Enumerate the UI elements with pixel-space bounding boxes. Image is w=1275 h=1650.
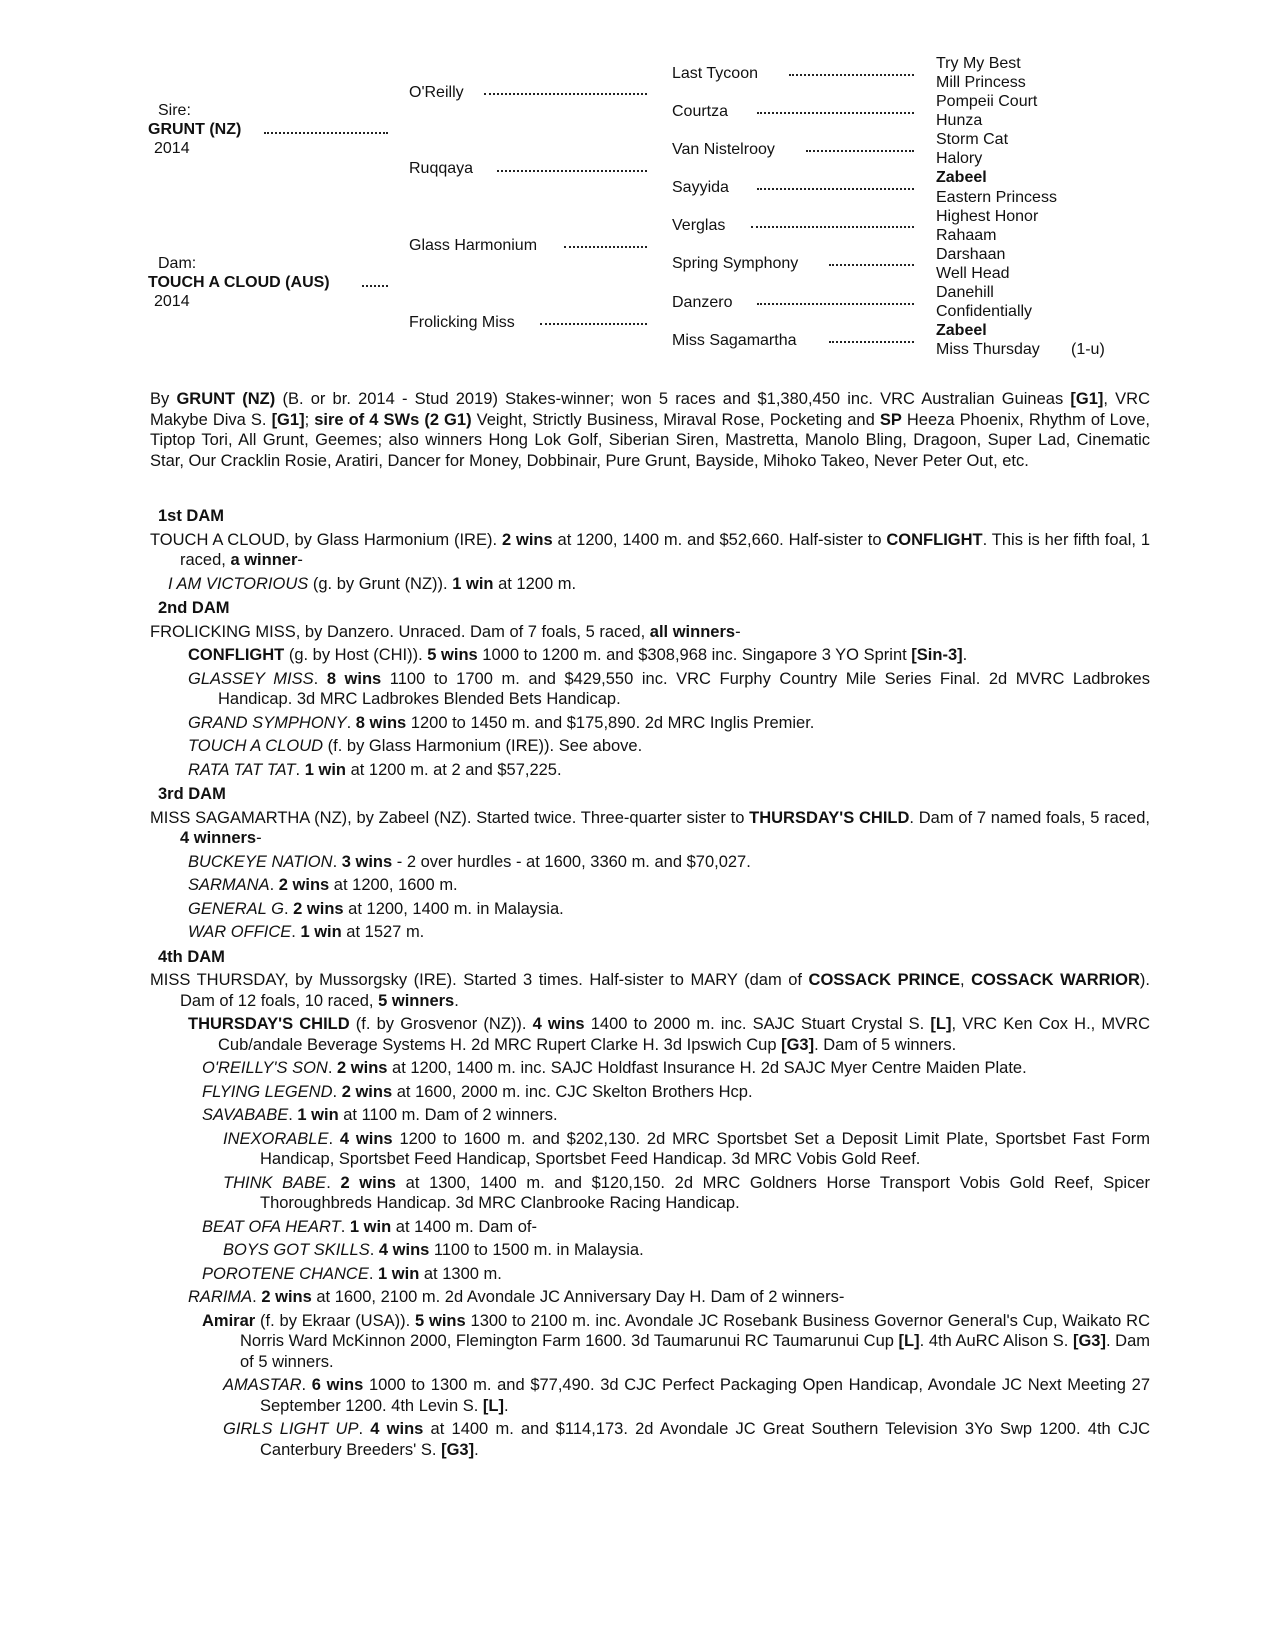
text-run: . <box>332 1082 342 1101</box>
text-run: FROLICKING MISS, by Danzero. Unraced. Dam of 7 foals, 5 raced, <box>150 622 650 641</box>
text-run: at 1200, 1600 m. <box>329 876 458 894</box>
text-run: (f. by Ekraar (USA)). <box>255 1311 416 1330</box>
text-run: 3rd DAM <box>158 785 226 803</box>
gen3-name: Miss Sagamartha <box>672 332 797 349</box>
bold-run: [G3] <box>441 1440 475 1459</box>
text-run: at 1100 m. Dam of 2 winners. <box>338 1106 558 1124</box>
gen4-name: Mill Princess <box>936 74 1026 91</box>
gen4-name: Zabeel <box>936 169 987 186</box>
produce-entry <box>150 1173 1150 1214</box>
bold-run: 8 wins <box>355 713 407 732</box>
horse-name: THINK BABE <box>223 1173 327 1192</box>
produce-entry <box>150 1264 1150 1285</box>
text-run: at 1200 m. at 2 and $57,225. <box>345 760 562 779</box>
horse-name: AMASTAR <box>223 1376 302 1394</box>
dam-year: 2014 <box>154 293 190 310</box>
dam-leader <box>362 285 388 287</box>
bold-run: 8 wins <box>326 669 382 688</box>
gen3-name: Van Nistelrooy <box>672 141 775 158</box>
text-run: . <box>962 646 968 664</box>
bold-run: [L] <box>930 1015 952 1033</box>
produce-entry <box>150 1419 1150 1460</box>
text-run: . <box>313 669 327 688</box>
gen4-name: Storm Cat <box>936 131 1009 148</box>
bold-run: 6 wins <box>311 1376 364 1394</box>
bold-run: THURSDAY'S CHILD <box>188 1015 350 1033</box>
gen2-leader <box>540 323 647 325</box>
bold-run: COSSACK WARRIOR <box>971 971 1140 989</box>
gen2-leader <box>484 93 647 95</box>
produce-entry <box>150 899 1150 920</box>
gen3-name: Last Tycoon <box>672 65 758 82</box>
produce-entry <box>150 1240 1150 1261</box>
text-run: (g. by Grunt (NZ)). <box>308 574 453 593</box>
dam-heading <box>150 947 1150 968</box>
horse-name: SAVABABE <box>202 1106 289 1124</box>
horse-name: RARIMA <box>188 1288 253 1306</box>
gen4-name: Danehill <box>936 284 994 301</box>
text-run: . <box>291 923 301 941</box>
gen4-name: Pompeii Court <box>936 93 1038 110</box>
gen3-name: Spring Symphony <box>672 255 799 272</box>
bold-run: a winner <box>230 551 298 569</box>
sire-year: 2014 <box>154 140 190 157</box>
bold-run: 4 wins <box>378 1241 430 1259</box>
produce-entry <box>150 875 1150 896</box>
text-run: . <box>368 1264 379 1283</box>
produce-entry <box>150 1058 1150 1079</box>
gen2-name: Frolicking Miss <box>409 314 515 331</box>
gen4-name: Darshaan <box>936 246 1006 263</box>
text-run: , VRC Ken Cox H., MVRC Cub/andale Beverage Systems H. 2d MRC Rupert Clarke H. 3d Ipswich Cup <box>218 1015 1151 1054</box>
text-run: Heeza Phoenix, Rhythm of Love, Tiptop Tori, All Grunt, Geemes; also winners Hong Lok Golf, Siberian Siren, Mastretta, Manolo Bling, Dragoon, Super Lad, Cinematic Star, Our Cracklin Rosie, Aratiri, Dancer for Money, Dobbinair, Pure Grunt, Bayside, Mihoko Takeo, Never Peter Out, etc. <box>150 410 1151 470</box>
bold-run: [G3] <box>781 1035 815 1054</box>
horse-name: WAR OFFICE <box>188 923 292 941</box>
family-number: (1-u) <box>1071 341 1105 358</box>
gen3-name: Verglas <box>672 217 726 234</box>
bold-run: CONFLIGHT <box>188 646 285 664</box>
sire-leader <box>264 132 388 134</box>
bold-run: 1 win <box>452 574 494 593</box>
gen4-name: Well Head <box>936 265 1010 282</box>
sire-summary <box>150 389 1150 471</box>
text-run: 1200 to 1450 m. and $175,890. 2d MRC Inglis Premier. <box>406 713 815 732</box>
text-run: at 1527 m. <box>341 923 425 941</box>
gen3-leader <box>757 303 914 305</box>
text-run: MISS SAGAMARTHA (NZ), by Zabeel (NZ). Started twice. Three-quarter sister to <box>150 808 750 827</box>
produce-entry <box>150 1311 1150 1373</box>
produce-entry <box>150 1105 1150 1126</box>
text-run: . <box>346 713 356 732</box>
horse-name: FLYING LEGEND <box>202 1082 333 1101</box>
text-run: . <box>340 1217 350 1236</box>
bold-run: COSSACK PRINCE <box>808 971 960 989</box>
bold-run: 2 wins <box>340 1173 396 1192</box>
text-run: . <box>503 1396 509 1415</box>
text-run: By <box>150 390 177 408</box>
dam-entry <box>150 622 1150 643</box>
text-run: 2nd DAM <box>158 599 230 617</box>
bold-run: sire of 4 SWs (2 G1) <box>314 410 472 429</box>
gen4-name: Confidentially <box>936 303 1033 320</box>
horse-name: TOUCH A CLOUD <box>188 737 324 755</box>
produce-entry <box>150 574 1150 595</box>
produce-entry <box>150 1217 1150 1238</box>
text-run: . This is her fifth foal, 1 raced, <box>180 530 1151 569</box>
bold-run: [G1] <box>271 410 305 429</box>
text-run: at 1600, 2100 m. 2d Avondale JC Anniversary Day H. Dam of 2 winners- <box>311 1288 845 1306</box>
dam-name: TOUCH A CLOUD (AUS) <box>148 274 330 291</box>
text-run: 1400 to 2000 m. inc. SAJC Stuart Crystal S. <box>584 1015 931 1033</box>
gen3-leader <box>757 112 914 114</box>
text-run: . <box>474 1440 479 1459</box>
bold-run: 4 wins <box>370 1420 424 1438</box>
text-run: at 1200, 1400 m. inc. SAJC Holdfast Insurance H. 2d SAJC Myer Centre Maiden Plate. <box>387 1059 1027 1077</box>
gen3-name: Courtza <box>672 103 729 120</box>
bold-run: 4 wins <box>339 1129 393 1148</box>
gen4-name: Zabeel <box>936 322 987 339</box>
text-run: 1300 to 2100 m. inc. Avondale JC Rosebank Business Governor General's Cup, Waikato RC Norris Ward McKinnon 2000, Flemington Farm 1600. 3d Taumarunui RC Taumarunui Cup <box>240 1311 1150 1350</box>
horse-name: GRAND SYMPHONY <box>188 713 347 732</box>
text-run: . <box>332 852 342 871</box>
gen2-leader <box>564 246 647 248</box>
text-run: (f. by Grosvenor (NZ)). <box>349 1015 533 1033</box>
bold-run: [Sin-3] <box>911 646 963 664</box>
produce-entry <box>150 1129 1150 1170</box>
gen4-name: Eastern Princess <box>936 189 1057 206</box>
gen4-name: Miss Thursday <box>936 341 1040 358</box>
bold-run: 3 wins <box>341 852 393 871</box>
horse-name: BOYS GOT SKILLS <box>223 1241 370 1259</box>
female-family <box>150 502 1150 1463</box>
dam-label: Dam: <box>158 255 197 272</box>
bold-run: all winners <box>649 622 736 641</box>
bold-run: 2 wins <box>293 899 344 918</box>
gen2-leader <box>497 170 647 172</box>
bold-run: THURSDAY'S CHILD <box>749 808 910 827</box>
horse-name: O'REILLY'S SON <box>202 1059 328 1077</box>
bold-run: [G3] <box>1072 1332 1106 1350</box>
horse-name: BEAT OFA HEART <box>202 1217 341 1236</box>
text-run: . <box>283 899 294 918</box>
text-run: at 1200, 1400 m. in Malaysia. <box>343 899 564 918</box>
bold-run: 5 wins <box>427 646 478 664</box>
produce-entry <box>150 922 1150 943</box>
bold-run: 2 wins <box>341 1082 393 1101</box>
bold-run: 1 win <box>300 923 342 941</box>
text-run: . <box>301 1376 312 1394</box>
produce-entry <box>150 669 1150 710</box>
sire-name: GRUNT (NZ) <box>148 121 242 138</box>
horse-name: GLASSEY MISS <box>188 669 314 688</box>
bold-run: 4 winners <box>180 829 257 847</box>
text-run: . 4th AuRC Alison S. <box>919 1332 1073 1350</box>
text-run: - <box>297 551 303 569</box>
bold-run: 2 wins <box>337 1059 388 1077</box>
horse-name: GENERAL G <box>188 899 284 918</box>
text-run: (f. by Glass Harmonium (IRE)). See above. <box>323 737 643 755</box>
text-run: at 1300 m. <box>419 1264 502 1283</box>
gen3-leader <box>757 188 914 190</box>
text-run: . <box>358 1420 371 1438</box>
text-run: TOUCH A CLOUD, by Glass Harmonium (IRE). <box>150 530 502 549</box>
bold-run: SP <box>879 410 902 429</box>
text-run: 1100 to 1700 m. and $429,550 inc. VRC Furphy Country Mile Series Final. 2d MVRC Ladbrokes Handicap. 3d MRC Ladbrokes Blended Bets Handicap. <box>218 669 1150 708</box>
horse-name: I AM VICTORIOUS <box>168 574 309 593</box>
produce-entry <box>150 1287 1150 1308</box>
bold-run: 2 wins <box>278 876 330 894</box>
dam-heading <box>150 784 1150 805</box>
horse-name: BUCKEYE NATION <box>188 852 333 871</box>
text-run: at 1200 m. <box>493 574 577 593</box>
produce-entry <box>150 1375 1150 1416</box>
bold-run: 5 winners <box>378 991 455 1010</box>
dam-entry <box>150 530 1150 571</box>
produce-entry <box>150 713 1150 734</box>
horse-name: SARMANA <box>188 876 270 894</box>
gen4-name: Highest Honor <box>936 208 1039 225</box>
text-run: - 2 over hurdles - at 1600, 3360 m. and $70,027. <box>392 852 751 871</box>
text-run: . <box>327 1059 338 1077</box>
gen4-name: Hunza <box>936 112 983 129</box>
text-run: ). Dam of 12 foals, 10 raced, <box>180 971 1150 1010</box>
bold-run: [G1] <box>1070 390 1104 408</box>
gen4-name: Try My Best <box>936 55 1021 72</box>
text-run: at 1300, 1400 m. and $120,150. 2d MRC Goldners Horse Transport Vobis Gold Reef, Spicer Thoroughbreds Handicap. 3d MRC Clanbrooke Racing Handicap. <box>260 1173 1151 1212</box>
horse-name: GIRLS LIGHT UP <box>223 1420 359 1438</box>
text-run: 1200 to 1600 m. and $202,130. 2d MRC Sportsbet Set a Deposit Limit Plate, Sportsbet Fast Form Handicap, Sportsbet Feed Handicap, Sportsbet Feed Handicap. 3d MRC Vobis Gold Reef. <box>260 1129 1151 1168</box>
text-run: - <box>256 829 262 847</box>
text-run: ; <box>304 410 315 429</box>
gen3-leader <box>806 150 914 152</box>
horse-name: INEXORABLE <box>223 1129 329 1148</box>
text-run: . <box>454 991 459 1010</box>
bold-run: [L] <box>898 1332 920 1350</box>
gen3-leader <box>789 74 914 76</box>
gen2-name: Glass Harmonium <box>409 237 538 254</box>
text-run: . Dam of 7 named foals, 5 raced, <box>909 808 1150 827</box>
bold-run: 1 win <box>378 1264 420 1283</box>
bold-run: 1 win <box>304 760 346 779</box>
text-run: . <box>326 1173 341 1192</box>
produce-entry <box>150 760 1150 781</box>
horse-name: RATA TAT TAT <box>188 760 296 779</box>
bold-run: Amirar <box>202 1311 256 1330</box>
text-run: . Dam of 5 winners. <box>814 1035 957 1054</box>
gen3-leader <box>829 264 914 266</box>
produce-entry <box>150 852 1150 873</box>
gen3-leader <box>829 341 914 343</box>
text-run: 1100 to 1500 m. in Malaysia. <box>429 1241 644 1259</box>
text-run: . <box>295 760 305 779</box>
text-run: . <box>288 1106 298 1124</box>
produce-entry <box>150 1014 1150 1055</box>
bold-run: [L] <box>482 1396 504 1415</box>
text-run: 1000 to 1300 m. and $77,490. 3d CJC Perfect Packaging Open Handicap, Avondale JC Next Meeting 27 September 1200. 4th Levin S. <box>260 1376 1150 1415</box>
text-run: - <box>735 622 741 641</box>
bold-run: 1 win <box>297 1106 339 1124</box>
bold-run: 2 wins <box>501 530 553 549</box>
gen4-name: Rahaam <box>936 227 997 244</box>
gen3-name: Danzero <box>672 294 733 311</box>
text-run: . <box>252 1288 262 1306</box>
text-run: at 1200, 1400 m. and $52,660. Half-sister to <box>552 530 887 549</box>
bold-run: GRUNT (NZ) <box>176 390 276 408</box>
bold-run: 2 wins <box>261 1288 312 1306</box>
text-run: , VRC Makybe Diva S. <box>150 390 1150 429</box>
produce-entry <box>150 645 1150 666</box>
gen3-name: Sayyida <box>672 179 729 196</box>
text-run: 1000 to 1200 m. and $308,968 inc. Singapore 3 YO Sprint <box>477 646 912 664</box>
text-run: Veight, Strictly Business, Miraval Rose, Pocketing and <box>471 410 880 429</box>
produce-entry <box>150 1082 1150 1103</box>
gen3-leader <box>751 226 914 228</box>
text-run: MISS THURSDAY, by Mussorgsky (IRE). Started 3 times. Half-sister to MARY (dam of <box>150 971 809 989</box>
text-run: (B. or br. 2014 - Stud 2019) Stakes-winner; won 5 races and $1,380,450 inc. VRC Australian Guineas <box>275 390 1071 408</box>
text-run: . <box>369 1241 379 1259</box>
text-run: . Dam of 5 winners. <box>240 1332 1150 1371</box>
horse-name: POROTENE CHANCE <box>202 1264 369 1283</box>
text-run: , <box>959 971 972 989</box>
bold-run: 4 wins <box>532 1015 585 1033</box>
text-run: 4th DAM <box>158 947 225 966</box>
text-run: . <box>328 1129 340 1148</box>
text-run: at 1600, 2000 m. inc. CJC Skelton Brothers Hcp. <box>392 1082 753 1101</box>
text-run: at 1400 m. Dam of- <box>391 1217 537 1236</box>
dam-heading <box>150 506 1150 527</box>
text-run: 1st DAM <box>158 507 225 525</box>
gen4-name: Halory <box>936 150 983 167</box>
gen2-name: O'Reilly <box>409 84 464 101</box>
text-run: at 1400 m. and $114,173. 2d Avondale JC Great Southern Television 3Yo Swp 1200. 4th CJC Canterbury Breeders' S. <box>260 1420 1151 1459</box>
sire-label: Sire: <box>158 102 191 119</box>
text-run: . <box>269 876 279 894</box>
bold-run: CONFLIGHT <box>886 530 983 549</box>
dam-heading <box>150 598 1150 619</box>
dam-entry <box>150 808 1150 849</box>
gen2-name: Ruqqaya <box>409 160 474 177</box>
produce-entry <box>150 736 1150 757</box>
bold-run: 1 win <box>349 1217 392 1236</box>
dam-entry <box>150 970 1150 1011</box>
bold-run: 5 wins <box>415 1311 466 1330</box>
text-run: (g. by Host (CHI)). <box>284 646 428 664</box>
